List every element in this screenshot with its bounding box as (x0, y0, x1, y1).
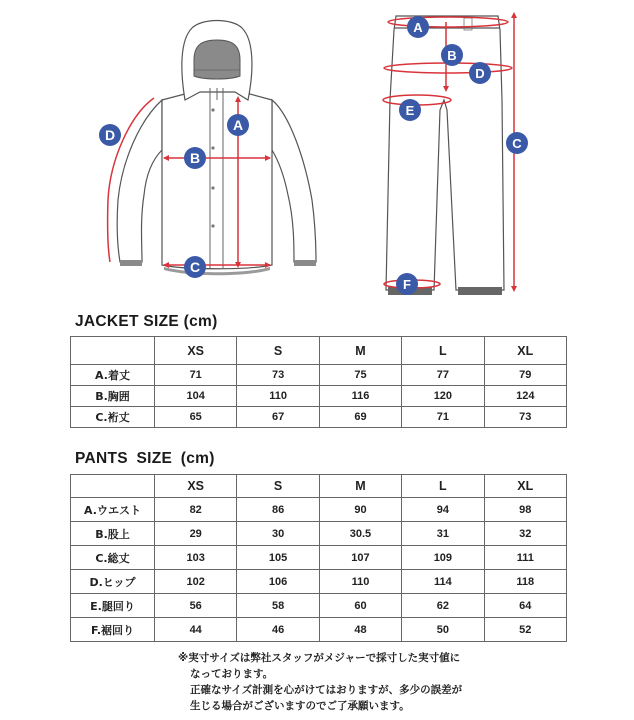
table-cell: 71 (155, 365, 237, 386)
header-size-xs: XS (155, 337, 237, 365)
svg-text:C: C (189, 259, 201, 275)
header-size-l: L (402, 475, 484, 498)
table-cell: 44 (155, 618, 237, 642)
table-cell: 94 (402, 498, 484, 522)
table-cell: 64 (484, 594, 566, 618)
jacket-label-b-badge (184, 147, 206, 169)
header-blank-cell (71, 475, 155, 498)
svg-text:D: D (104, 127, 116, 143)
header-size-s: S (237, 337, 319, 365)
pants-label-e-badge (399, 99, 421, 121)
jacket-label-d-badge (99, 124, 121, 146)
table-cell: 120 (402, 386, 484, 407)
header-size-xl: XL (484, 337, 566, 365)
table-cell: 110 (319, 570, 401, 594)
svg-text:B: B (447, 48, 457, 63)
note-line-3: 正確なサイズ計測を心がけてはおりますが、多少の誤差が (190, 684, 463, 696)
header-blank-cell (71, 337, 155, 365)
table-cell: 73 (484, 407, 566, 428)
table-cell: 107 (319, 546, 401, 570)
svg-text:B: B (189, 150, 201, 166)
table-row (71, 546, 567, 570)
pants-label-a-badge (407, 16, 429, 38)
table-cell: 67 (237, 407, 319, 428)
pants-label-f-badge (396, 273, 418, 295)
table-cell: 102 (155, 570, 237, 594)
table-cell: 114 (402, 570, 484, 594)
header-size-xl: XL (484, 475, 566, 498)
svg-text:A: A (232, 117, 244, 133)
header-size-l: L (402, 337, 484, 365)
header-size-xs: XS (155, 475, 237, 498)
table-row (71, 498, 567, 522)
row-label: F.裾回り (71, 618, 155, 642)
row-label: D.ヒップ (71, 570, 155, 594)
table-header-row (71, 337, 567, 365)
jacket-measurement-diagram (80, 0, 340, 300)
note-line-2: なっております。 (190, 668, 274, 680)
table-cell: 103 (155, 546, 237, 570)
row-label: B.股上 (71, 522, 155, 546)
table-cell: 106 (237, 570, 319, 594)
table-cell: 73 (237, 365, 319, 386)
pants-label-b-badge (441, 44, 463, 66)
table-cell: 77 (402, 365, 484, 386)
table-cell: 98 (484, 498, 566, 522)
table-cell: 29 (155, 522, 237, 546)
table-row (71, 570, 567, 594)
table-cell: 58 (237, 594, 319, 618)
jacket-size-title: JACKET SIZE (cm) (75, 313, 218, 330)
table-cell: 110 (237, 386, 319, 407)
table-row (71, 618, 567, 642)
note-line-1: ※実寸サイズは弊社スタッフがメジャーで採寸した実寸値に (178, 652, 461, 664)
table-cell: 65 (155, 407, 237, 428)
pants-label-c-badge (506, 132, 528, 154)
table-row (71, 386, 567, 407)
row-label: C.総丈 (71, 546, 155, 570)
note-line-4: 生じる場合がございますのでご了承願います。 (190, 700, 410, 712)
row-label: C.裄丈 (71, 407, 155, 428)
svg-text:E: E (405, 103, 415, 118)
header-size-m: M (319, 337, 401, 365)
table-cell: 124 (484, 386, 566, 407)
table-row (71, 407, 567, 428)
svg-text:A: A (413, 20, 423, 35)
table-row (71, 365, 567, 386)
pants-measurement-diagram (360, 0, 560, 305)
table-row (71, 522, 567, 546)
row-label: A.着丈 (71, 365, 155, 386)
table-cell: 109 (402, 546, 484, 570)
jacket-label-c-badge (184, 256, 206, 278)
table-cell: 118 (484, 570, 566, 594)
table-cell: 69 (319, 407, 401, 428)
table-cell: 75 (319, 365, 401, 386)
table-cell: 82 (155, 498, 237, 522)
table-cell: 79 (484, 365, 566, 386)
table-cell: 111 (484, 546, 566, 570)
svg-text:D: D (475, 66, 485, 81)
jacket-size-table (70, 336, 567, 428)
pants-size-table (70, 474, 567, 642)
table-header-row (71, 475, 567, 498)
table-cell: 116 (319, 386, 401, 407)
row-label: A.ウエスト (71, 498, 155, 522)
header-size-s: S (237, 475, 319, 498)
pants-label-d-badge (469, 62, 491, 84)
table-cell: 50 (402, 618, 484, 642)
table-cell: 62 (402, 594, 484, 618)
table-cell: 105 (237, 546, 319, 570)
row-label: B.胸囲 (71, 386, 155, 407)
svg-text:C: C (512, 136, 522, 151)
measurement-note (178, 650, 462, 714)
table-cell: 32 (484, 522, 566, 546)
row-label: E.腿回り (71, 594, 155, 618)
table-cell: 104 (155, 386, 237, 407)
table-cell: 86 (237, 498, 319, 522)
table-cell: 52 (484, 618, 566, 642)
table-cell: 30 (237, 522, 319, 546)
svg-text:F: F (403, 277, 411, 292)
jacket-label-a-badge (227, 114, 249, 136)
table-cell: 46 (237, 618, 319, 642)
table-cell: 30.5 (319, 522, 401, 546)
table-cell: 90 (319, 498, 401, 522)
table-cell: 31 (402, 522, 484, 546)
table-row (71, 594, 567, 618)
table-cell: 71 (402, 407, 484, 428)
table-cell: 48 (319, 618, 401, 642)
table-cell: 60 (319, 594, 401, 618)
table-cell: 56 (155, 594, 237, 618)
header-size-m: M (319, 475, 401, 498)
pants-size-title: PANTS SIZE (cm) (75, 450, 215, 467)
